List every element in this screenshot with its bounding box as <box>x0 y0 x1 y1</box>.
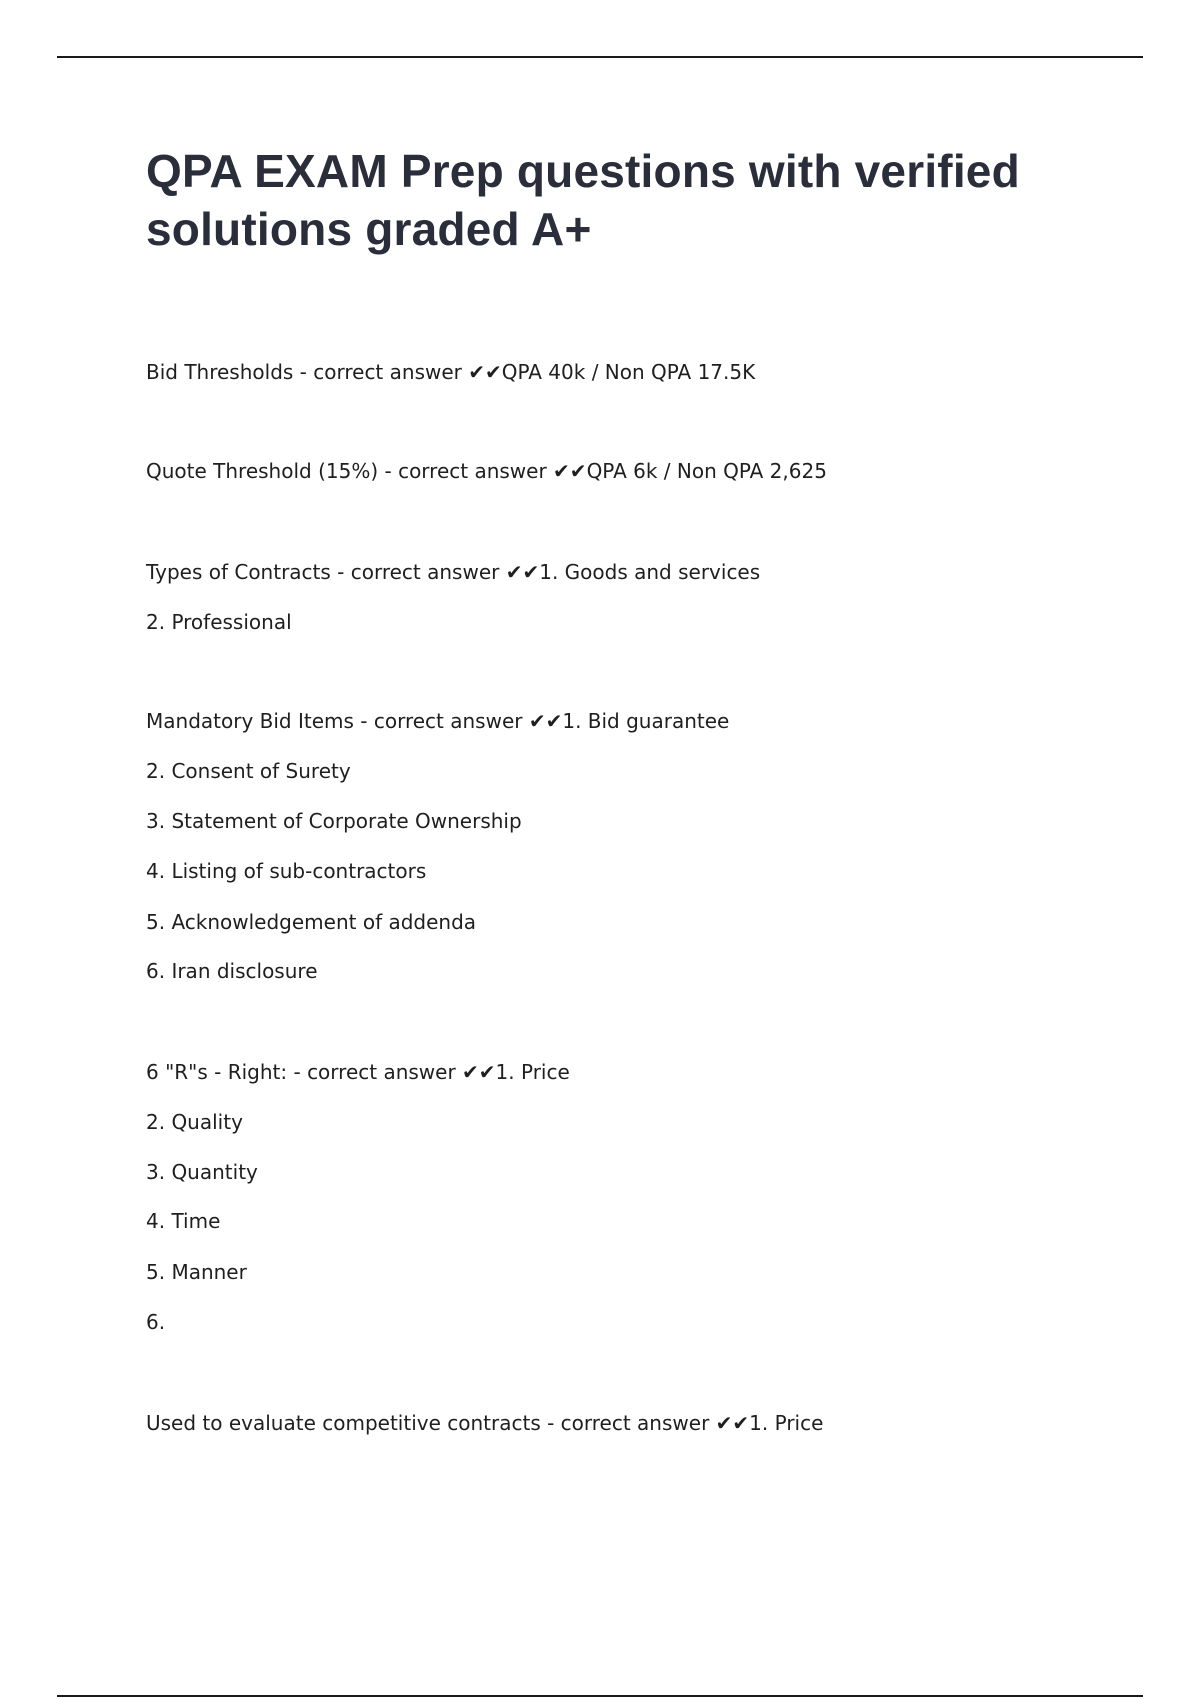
qa-answer-line: 4. Listing of sub-contractors <box>146 859 427 883</box>
qa-question-evaluate-competitive-contracts: Used to evaluate competitive contracts - correct answer ✔✔1. Price <box>146 1411 824 1435</box>
qa-answer-line: 4. Time <box>146 1209 221 1233</box>
page-title: QPA EXAM Prep questions with verified solutions graded A+ <box>146 145 1020 255</box>
qa-question-bid-thresholds: Bid Thresholds - correct answer ✔✔QPA 40k / Non QPA 17.5K <box>146 360 756 384</box>
qa-answer-line: 5. Acknowledgement of addenda <box>146 910 477 934</box>
header-rule <box>57 56 1143 58</box>
qa-question-types-of-contracts: Types of Contracts - correct answer ✔✔1. Goods and services <box>146 560 761 584</box>
footer-rule <box>57 1695 1143 1697</box>
qa-answer-line: 2. Consent of Surety <box>146 759 351 783</box>
qa-answer-line: 2. Quality <box>146 1110 243 1134</box>
qa-answer-line: 3. Statement of Corporate Ownership <box>146 809 522 833</box>
qa-answer-line: 5. Manner <box>146 1260 247 1284</box>
qa-answer-line: 6. Iran disclosure <box>146 959 318 983</box>
qa-question-six-rs: 6 "R"s - Right: - correct answer ✔✔1. Price <box>146 1060 570 1084</box>
qa-answer-line: 2. Professional <box>146 610 292 634</box>
qa-question-quote-threshold: Quote Threshold (15%) - correct answer ✔✔QPA 6k / Non QPA 2,625 <box>146 459 827 483</box>
qa-answer-line: 3. Quantity <box>146 1160 258 1184</box>
qa-question-mandatory-bid-items: Mandatory Bid Items - correct answer ✔✔1. Bid guarantee <box>146 709 730 733</box>
qa-answer-line: 6. <box>146 1310 166 1334</box>
